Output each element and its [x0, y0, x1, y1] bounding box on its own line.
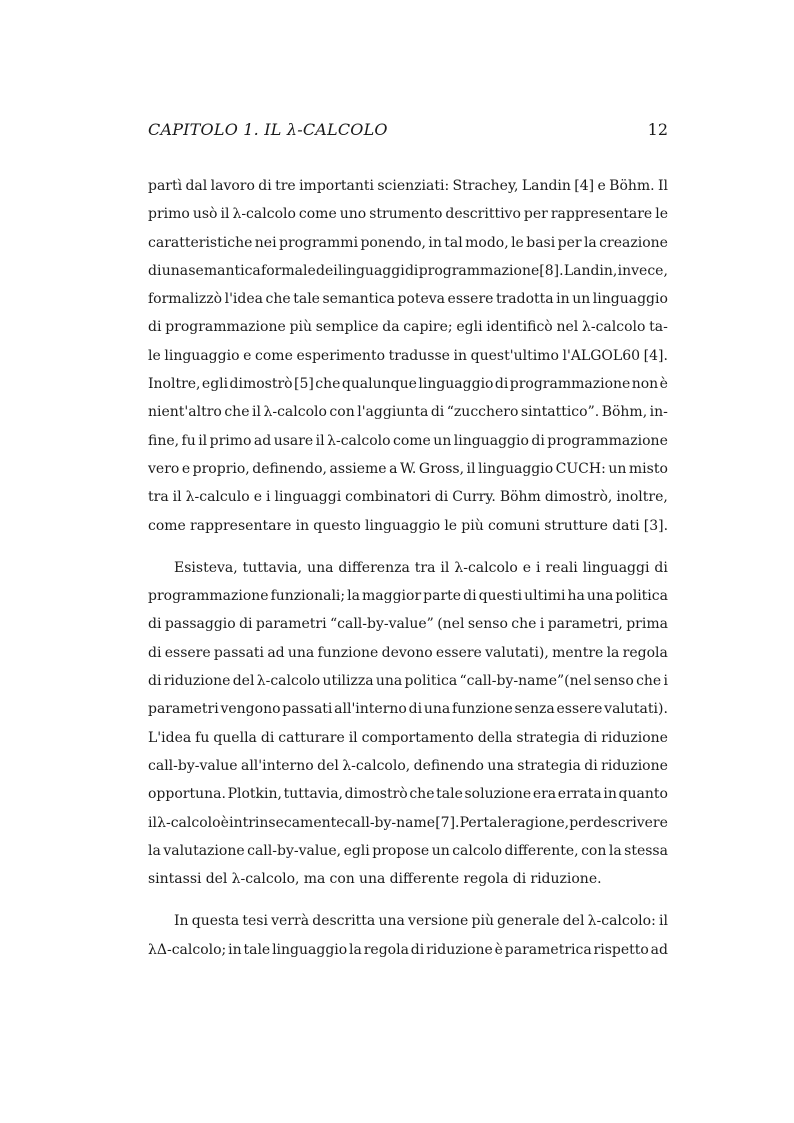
- chapter-title: CAPITOLO 1. IL λ-CALCOLO: [148, 120, 388, 139]
- text-line: tra il λ-calculo e i linguaggi combinatori di Curry. Böhm dimostrò, inoltre,: [148, 489, 668, 506]
- text-line: caratteristiche nei programmi ponendo, in tal modo, le basi per la creazione: [148, 234, 668, 251]
- text-line: Inoltre, egli dimostrò [5] che qualunque linguaggio di programmazione non è: [148, 376, 668, 393]
- paragraph: [148, 554, 668, 894]
- body-text: [148, 172, 668, 964]
- text-line: Esisteva, tuttavia, una differenza tra il λ-calcolo e i reali linguaggi di: [174, 559, 668, 576]
- text-line: programmazione funzionali; la maggior parte di questi ultimi ha una politica: [148, 588, 668, 605]
- text-line: il λ-calcolo è intrinsecamente call-by-name [7]. Per tale ragione, per descrivere: [148, 814, 668, 831]
- text-line: In questa tesi verrà descritta una versione più generale del λ-calcolo: il: [174, 913, 668, 930]
- text-line: opportuna. Plotkin, tuttavia, dimostrò che tale soluzione era errata in quanto: [148, 786, 668, 803]
- text-line: λΔ-calcolo; in tale linguaggio la regola di riduzione è parametrica rispetto ad: [148, 941, 668, 958]
- text-line: L'idea fu quella di catturare il comportamento della strategia di riduzione: [148, 729, 668, 746]
- text-line: fine, fu il primo ad usare il λ-calcolo come un linguaggio di programmazione: [148, 432, 668, 449]
- text-line: di programmazione più semplice da capire; egli identificò nel λ-calcolo ta-: [148, 319, 668, 336]
- page-number: 12: [647, 120, 668, 139]
- text-line: parametri vengono passati all'interno di una funzione senza essere valutati).: [148, 701, 668, 718]
- text-line: vero e proprio, definendo, assieme a W. Gross, il linguaggio CUCH: un misto: [148, 460, 668, 477]
- text-line: partì dal lavoro di tre importanti scienziati: Strachey, Landin [4] e Böhm. Il: [148, 178, 668, 194]
- text-line: le linguaggio e come esperimento tradusse in quest'ultimo l'ALGOL60 [4].: [148, 347, 668, 364]
- text-line: sintassi del λ-calcolo, ma con una differente regola di riduzione.: [148, 871, 602, 888]
- text-line: di riduzione del λ-calcolo utilizza una politica “call-by-name”(nel senso che i: [148, 673, 668, 690]
- running-header: [148, 120, 668, 150]
- paragraph: [148, 172, 668, 540]
- text-line: primo usò il λ-calcolo come uno strumento descrittivo per rappresentare le: [148, 206, 668, 223]
- paragraph: [148, 907, 668, 964]
- text-line: la valutazione call-by-value, egli propose un calcolo differente, con la stessa: [148, 842, 668, 859]
- text-line: call-by-value all'interno del λ-calcolo, definendo una strategia di riduzione: [148, 757, 668, 774]
- document-page: [148, 120, 668, 964]
- text-line: come rappresentare in questo linguaggio le più comuni strutture dati [3].: [148, 517, 669, 534]
- text-line: di una semantica formale dei linguaggi di programmazione[8]. Landin, invece,: [148, 262, 668, 279]
- text-line: formalizzò l'idea che tale semantica poteva essere tradotta in un linguaggio: [148, 291, 668, 308]
- text-line: di passaggio di parametri “call-by-value” (nel senso che i parametri, prima: [148, 616, 668, 633]
- text-line: nient'altro che il λ-calcolo con l'aggiunta di “zucchero sintattico”. Böhm, in-: [148, 404, 668, 421]
- text-line: di essere passati ad una funzione devono essere valutati), mentre la regola: [148, 644, 668, 661]
